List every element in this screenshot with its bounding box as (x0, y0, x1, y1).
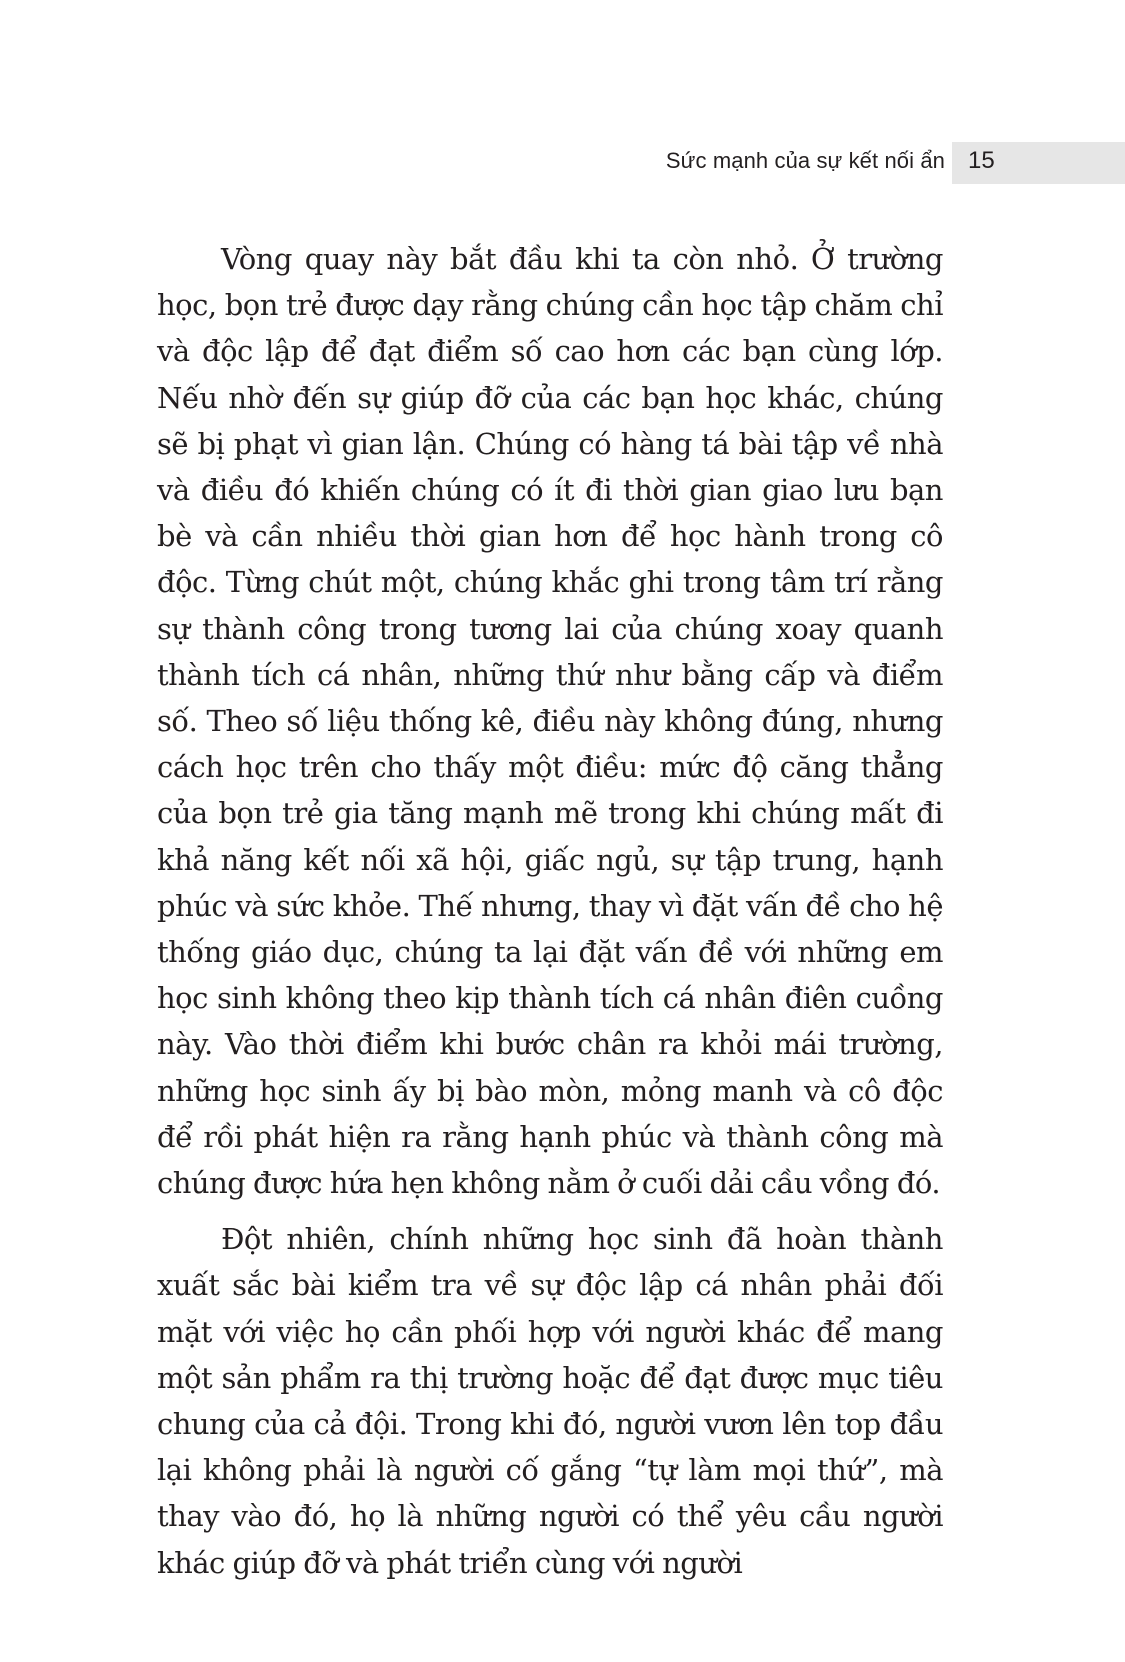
running-header (0, 142, 1125, 184)
paragraph-2: Đột nhiên, chính những học sinh đã hoàn thành xuất sắc bài kiểm tra về sự độc lập cá nhân phải đối mặt với việc họ cần phối hợp với người khác để mang một sản phẩm ra thị trường hoặc để đạt được mục tiêu chung của cả đội. Trong khi đó, người vươn lên top đầu lại không phải là người cố gắng “tự làm mọi thứ”, mà thay vào đó, họ là những người có thể yêu cầu người khác giúp đỡ và phát triển cùng với người (157, 1222, 943, 1580)
running-header-title: Sức mạnh của sự kết nối ẩn (665, 148, 945, 173)
page-number: 15 (968, 147, 995, 174)
body-text (157, 236, 943, 1586)
paragraph-1: Vòng quay này bắt đầu khi ta còn nhỏ. Ở trường học, bọn trẻ được dạy rằng chúng cần học tập chăm chỉ và độc lập để đạt điểm số cao hơn các bạn cùng lớp. Nếu nhờ đến sự giúp đỡ của các bạn học khác, chúng sẽ bị phạt vì gian lận. Chúng có hàng tá bài tập về nhà và điều đó khiến chúng có ít đi thời gian giao lưu bạn bè và cần nhiều thời gian hơn để học hành trong cô độc. Từng chút một, chúng khắc ghi trong tâm trí rằng sự thành công trong tương lai của chúng xoay quanh thành tích cá nhân, những thứ như bằng cấp và điểm số. Theo số liệu thống kê, điều này không đúng, nhưng cách học trên cho thấy một điều: mức độ căng thẳng của bọn trẻ gia tăng mạnh mẽ trong khi chúng mất đi khả năng kết nối xã hội, giấc ngủ, sự tập trung, hạnh phúc và sức khỏe. Thế nhưng, thay vì đặt vấn đề cho hệ thống giáo dục, chúng ta lại đặt vấn đề với những em học sinh không theo kịp thành tích cá nhân điên cuồng này. Vào thời điểm khi bước chân ra khỏi mái trường, những học sinh ấy bị bào mòn, mỏng manh và cô độc để rồi phát hiện ra rằng hạnh phúc và thành công mà chúng được hứa hẹn không nằm ở cuối dải cầu vồng đó. (157, 242, 943, 1201)
page-number-box (952, 142, 1125, 184)
